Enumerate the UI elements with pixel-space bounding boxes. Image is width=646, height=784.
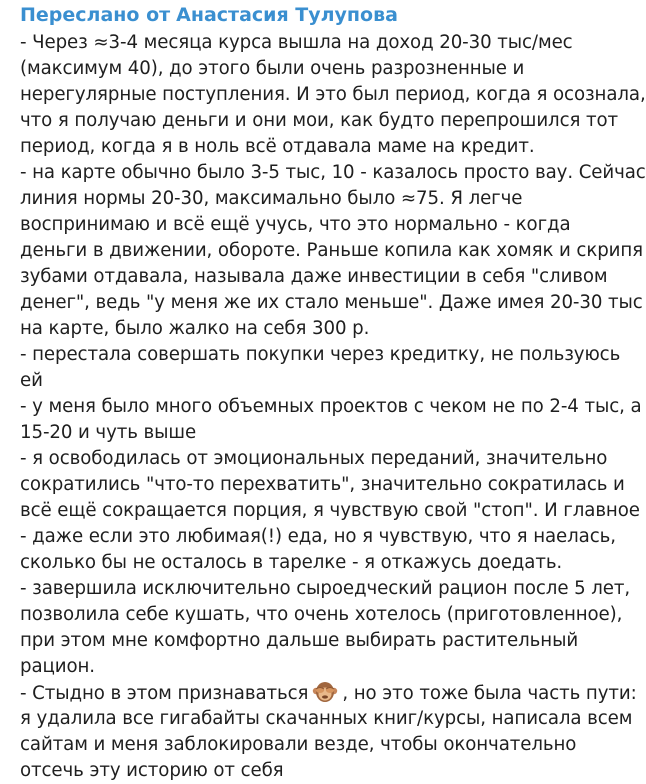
message-line: я удалила все гигабайты скачанных книг/курсы, написала всем — [20, 708, 633, 729]
forward-header[interactable] — [20, 0, 640, 28]
message-line: сколько бы не осталось в тарелке - я откажусь доедать. — [20, 552, 563, 573]
forward-author-name[interactable]: Анастасия Тулупова — [176, 4, 398, 26]
message-line: зубами отдавала, называла даже инвестиции в себя "сливом — [20, 266, 608, 287]
message-line: деньги в движении, обороте. Раньше копила как хомяк и скрипя — [20, 240, 644, 261]
message-line: воспринимаю и всё ещё учусь, что это нормально - когда — [20, 214, 571, 235]
message-line: отсечь эту историю от себя — [20, 760, 284, 781]
forward-label: Переслано от — [20, 4, 171, 26]
message-line: - я освободилась от эмоциональных переданий, значительно — [20, 448, 608, 469]
message-line: 15-20 и чуть выше — [20, 422, 197, 443]
forwarded-message — [20, 0, 646, 784]
message-line: (максимум 40), до этого были очень разрозненные и — [20, 58, 525, 79]
message-line: - Через ≈3-4 месяца курса вышла на доход 20-30 тыс/мес — [20, 32, 573, 53]
message-line: денег", ведь "у меня же их стало меньше". Даже имея 20-30 тыс — [20, 292, 643, 313]
message-line: на карте, было жалко на себя 300 р. — [20, 318, 370, 339]
message-text — [20, 30, 646, 784]
message-line: период, когда я в ноль всё отдавала маме на кредит. — [20, 136, 535, 157]
message-line: - даже если это любимая(!) еда, но я чувствую, что я наелась, — [20, 526, 616, 547]
emoji-line-after: , но это тоже была часть пути: — [342, 683, 637, 704]
message-line: сайтам и меня заблокировали везде, чтобы окончательно — [20, 734, 577, 755]
message-line: что я получаю деньги и они мои, как будто перепрошился тот — [20, 110, 619, 131]
message-line: линия нормы 20-30, максимально было ≈75. Я легче — [20, 188, 523, 209]
message-line: сократились "что-то перехватить", значительно сократилась и — [20, 474, 625, 495]
message-line: нерегулярные поступления. И это был период, когда я осознала, — [20, 84, 646, 105]
message-line: - завершила исключительно сыроедческий рацион после 5 лет, — [20, 578, 631, 599]
message-line: рацион. — [20, 656, 95, 677]
message-line: - перестала совершать покупки через кредитку, не пользуюсь — [20, 344, 621, 365]
message-line: ей — [20, 370, 43, 391]
message-line: - на карте обычно было 3-5 тыс, 10 - казалось просто вау. Сейчас — [20, 162, 646, 183]
message-line: позволила себе кушать, что очень хотелось (приготовленное), — [20, 604, 623, 625]
see-no-evil-monkey-icon — [312, 680, 338, 704]
message-line: при этом мне комфортно дальше выбирать растительный — [20, 630, 579, 651]
message-line: всё ещё сокращается порция, я чувствую свой "стоп". И главное — [20, 500, 640, 521]
message-line-with-emoji — [20, 680, 640, 706]
message-line: - у меня было много объемных проектов с чеком не по 2-4 тыс, а — [20, 396, 642, 417]
emoji-line-before: - Стыдно в этом признаваться — [20, 683, 309, 704]
